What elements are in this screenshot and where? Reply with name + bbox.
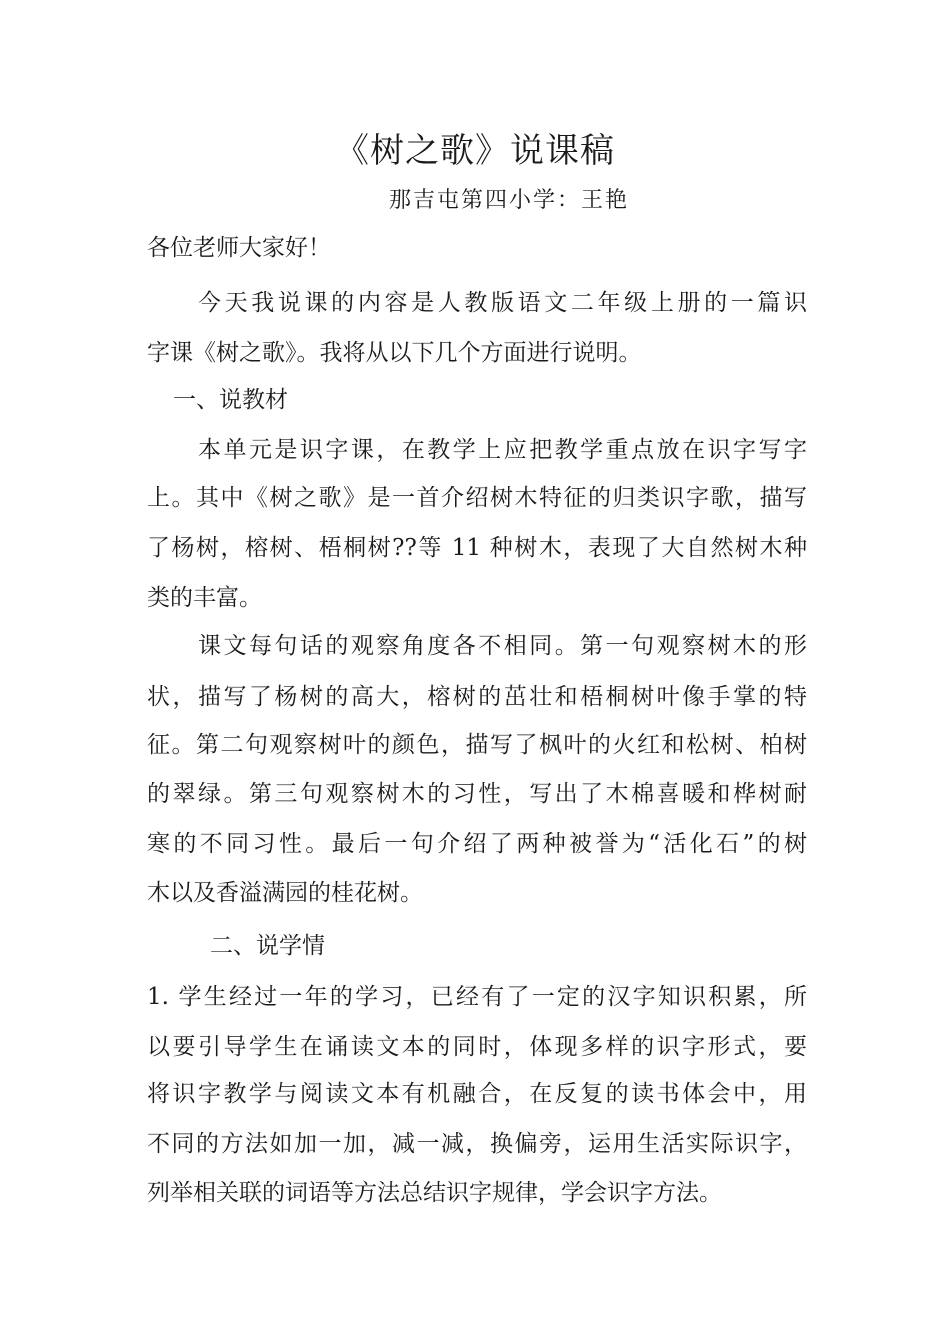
paragraph-line: 列举相关联的词语等方法总结识字规律，学会识字方法。 (147, 1180, 722, 1206)
paragraph-line: 以要引导学生在诵读文本的同时，体现多样的识字形式，要 (147, 1034, 807, 1060)
paragraph-line: 本单元是识字课，在教学上应把教学重点放在识字写字 (198, 437, 807, 463)
paragraph-line: 木以及香溢满园的桂花树。 (147, 880, 423, 906)
paragraph-line: 不同的方法如加一加，减一减，换偏旁，运用生活实际识字， (147, 1131, 807, 1157)
paragraph-line: 将识字教学与阅读文本有机融合，在反复的读书体会中，用 (147, 1081, 807, 1107)
paragraph-line: 的翠绿。第三句观察树木的习性，写出了木棉喜暖和桦树耐 (147, 781, 807, 807)
paragraph-line: 类的丰富。 (147, 585, 262, 611)
paragraph-line: 上。其中《树之歌》是一首介绍树木特征的归类识字歌，描写 (147, 485, 807, 511)
paragraph-line: 了杨树，榕树、梧桐树??等 11 种树木，表现了大自然树木种 (147, 535, 807, 561)
section-heading: 二、说学情 (210, 933, 325, 959)
section-heading: 一、说教材 (173, 387, 288, 413)
greeting-line: 各位老师大家好！ (147, 235, 331, 261)
paragraph-line: 征。第二句观察树叶的颜色，描写了枫叶的火红和松树、柏树 (147, 732, 807, 758)
paragraph-line: 今天我说课的内容是人教版语文二年级上册的一篇识 (198, 290, 807, 316)
paragraph-line: 课文每句话的观察角度各不相同。第一句观察树木的形 (198, 633, 807, 659)
author-line: 那吉屯第四小学：王艳 (389, 188, 630, 213)
paragraph-line: 状，描写了杨树的高大，榕树的茁壮和梧桐树叶像手掌的特 (147, 684, 807, 710)
paragraph-line: 字课《树之歌》。我将从以下几个方面进行说明。 (147, 340, 642, 366)
document-title: 《树之歌》说课稿 (335, 131, 615, 171)
paragraph-line: 寒的不同习性。最后一句介绍了两种被誉为“活化石”的树 (147, 831, 807, 857)
paragraph-line: 1. 学生经过一年的学习，已经有了一定的汉字知识积累，所 (147, 984, 807, 1010)
